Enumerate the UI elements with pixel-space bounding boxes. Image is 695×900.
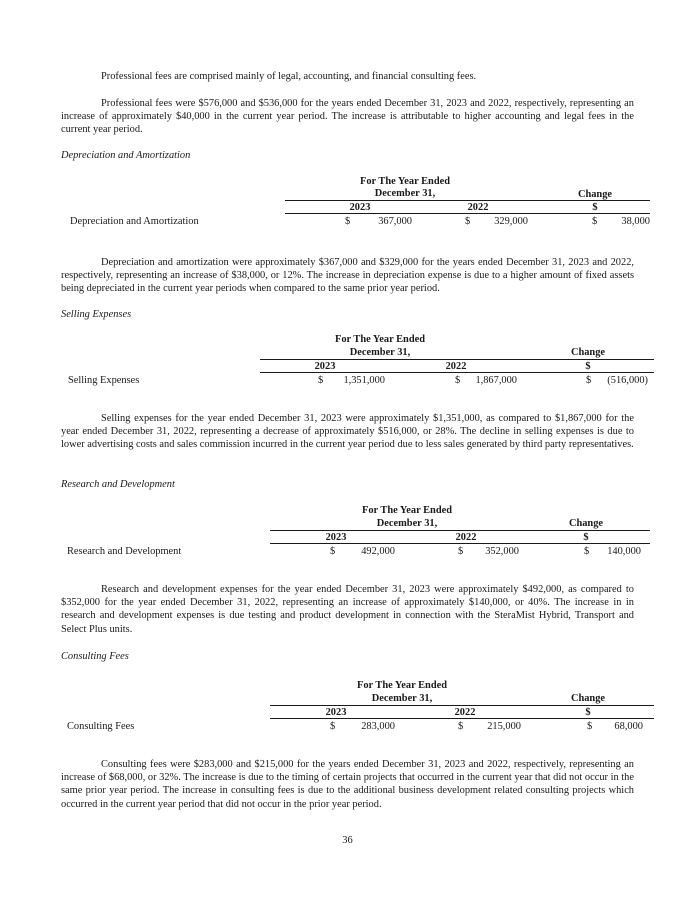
paragraph-professional-fees: Professional fees were $576,000 and $536,000 for the years ended December 31, 2023 and 2022, respectively, representing an increase of approximately $40,000 in the current year period. The increase is attributable to higher accounting and legal fees in the current year period. bbox=[61, 98, 634, 136]
table-header-change: Change bbox=[577, 189, 613, 200]
currency-symbol-2022: $ bbox=[465, 216, 471, 227]
column-change-unit: $ bbox=[583, 532, 589, 543]
table-header-change: Change bbox=[570, 693, 606, 704]
currency-symbol-2023: $ bbox=[330, 546, 336, 557]
heading-research: Research and Development bbox=[61, 479, 175, 490]
column-change-unit: $ bbox=[585, 707, 591, 718]
heading-selling: Selling Expenses bbox=[61, 309, 132, 320]
column-rule bbox=[285, 213, 650, 214]
depreciation-table bbox=[0, 175, 695, 245]
value-2022: 352,000 bbox=[485, 546, 519, 557]
value-2022: 1,867,000 bbox=[475, 375, 517, 386]
currency-symbol-change: $ bbox=[592, 216, 598, 227]
currency-symbol-2023: $ bbox=[330, 721, 336, 732]
column-year-2022: 2022 bbox=[454, 707, 476, 718]
change-value: 140,000 bbox=[607, 546, 641, 557]
table-header-date: December 31, bbox=[349, 347, 411, 358]
column-rule bbox=[270, 718, 654, 719]
currency-symbol-2023: $ bbox=[345, 216, 351, 227]
table-header-change: Change bbox=[570, 347, 606, 358]
page-number: 36 bbox=[342, 835, 353, 846]
column-year-2022: 2022 bbox=[445, 361, 467, 372]
column-year-2022: 2022 bbox=[467, 202, 489, 213]
paragraph-professional-fees-intro: Professional fees are comprised mainly of legal, accounting, and financial consulting fees. bbox=[101, 71, 477, 82]
value-2023: 492,000 bbox=[361, 546, 395, 557]
value-2022: 215,000 bbox=[487, 721, 521, 732]
currency-symbol-2022: $ bbox=[458, 721, 464, 732]
column-change-unit: $ bbox=[592, 202, 598, 213]
selling-table bbox=[0, 333, 695, 403]
paragraph-selling: Selling expenses for the year ended December 31, 2023 were approximately $1,351,000, as compared to $1,867,000 for the year ended December 31, 2022, representing a decrease of approximately $516,000, or 28%. The decline in selling expenses is due to lower advertising costs and sales commission incurred in the current year period due to less sales generated by third party representatives. bbox=[61, 413, 634, 451]
currency-symbol-2022: $ bbox=[458, 546, 464, 557]
table-header-change: Change bbox=[568, 518, 604, 529]
currency-symbol-change: $ bbox=[587, 721, 593, 732]
change-value: (516,000) bbox=[607, 375, 648, 386]
column-change-unit: $ bbox=[585, 361, 591, 372]
currency-symbol-change: $ bbox=[586, 375, 592, 386]
value-2023: 283,000 bbox=[361, 721, 395, 732]
value-2023: 1,351,000 bbox=[343, 375, 385, 386]
table-header-period: For The Year Ended bbox=[335, 334, 425, 345]
row-label: Consulting Fees bbox=[67, 721, 135, 732]
value-2022: 329,000 bbox=[494, 216, 528, 227]
paragraph-research: Research and development expenses for the year ended December 31, 2023 were approximately $492,000, as compared to $352,000 for the year ended December 31, 2022, representing an increase of approximately $140,000, or 40%. The increase in in research and development expenses is due testing and product development in connection with the SteraMist Hybrid, Transport and Select Plus units. bbox=[61, 584, 634, 635]
paragraph-depreciation: Depreciation and amortization were approximately $367,000 and $329,000 for the years ended December 31, 2023 and 2022, respectively, representing an increase of $38,000, or 12%. The increase in depreciation expense is due to a higher amount of fixed assets being depreciated in the current year periods when compared to the same prior year period. bbox=[61, 257, 634, 295]
table-header-period: For The Year Ended bbox=[357, 680, 447, 691]
table-header-date: December 31, bbox=[374, 188, 436, 199]
column-year-2023: 2023 bbox=[325, 532, 347, 543]
table-header-date: December 31, bbox=[376, 518, 438, 529]
table-header-date: December 31, bbox=[371, 693, 433, 704]
change-value: 38,000 bbox=[621, 216, 650, 227]
row-label: Research and Development bbox=[67, 546, 182, 557]
research-table bbox=[0, 504, 695, 574]
consulting-table bbox=[0, 679, 695, 749]
table-header-period: For The Year Ended bbox=[362, 505, 452, 516]
currency-symbol-2022: $ bbox=[455, 375, 461, 386]
paragraph-consulting: Consulting fees were $283,000 and $215,000 for the years ended December 31, 2023 and 2022, respectively, representing an increase of $68,000, or 32%. The increase is due to the timing of certain projects that occurred in the current year that did not occur in the same prior year period. The increase in consulting fees is due to the additional business development related consulting projects which occurred in the current year period that did not occur in the prior year period. bbox=[61, 759, 634, 810]
currency-symbol-2023: $ bbox=[318, 375, 324, 386]
column-rule bbox=[270, 543, 650, 544]
value-2023: 367,000 bbox=[378, 216, 412, 227]
table-header-period: For The Year Ended bbox=[360, 176, 450, 187]
row-label: Depreciation and Amortization bbox=[70, 216, 199, 227]
column-year-2023: 2023 bbox=[314, 361, 336, 372]
heading-depreciation: Depreciation and Amortization bbox=[61, 150, 191, 161]
column-year-2022: 2022 bbox=[455, 532, 477, 543]
column-rule bbox=[260, 372, 654, 373]
row-label: Selling Expenses bbox=[68, 375, 140, 386]
column-year-2023: 2023 bbox=[349, 202, 371, 213]
column-year-2023: 2023 bbox=[325, 707, 347, 718]
currency-symbol-change: $ bbox=[584, 546, 590, 557]
heading-consulting: Consulting Fees bbox=[61, 651, 129, 662]
change-value: 68,000 bbox=[614, 721, 643, 732]
